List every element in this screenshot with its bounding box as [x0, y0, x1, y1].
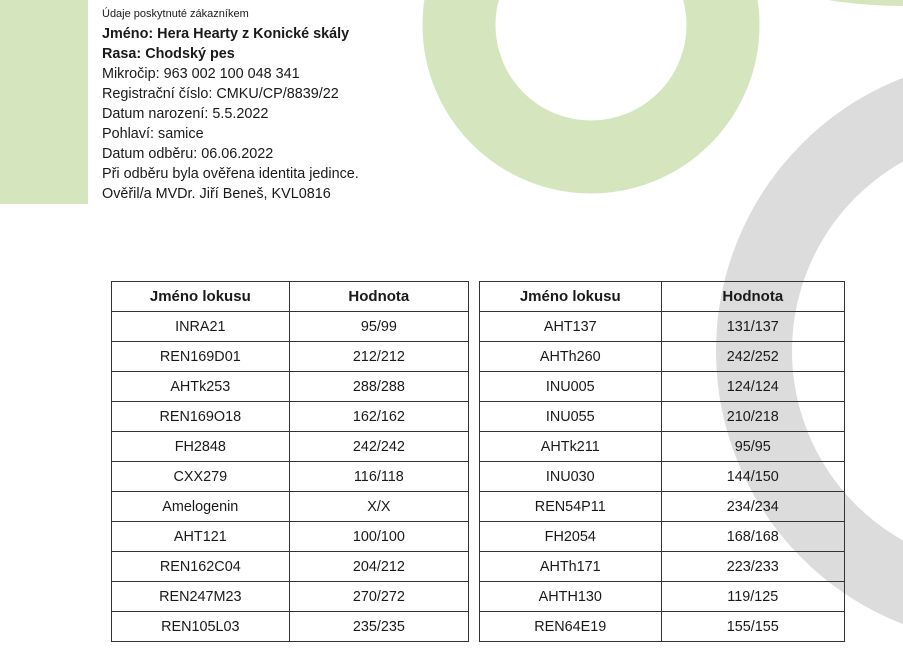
locus-cell: AHTh171 [479, 552, 661, 582]
column-gap [469, 312, 480, 342]
table-row [112, 582, 845, 612]
header-value-left: Hodnota [289, 282, 468, 312]
identity-note: Při odběru byla ověřena identita jedince. [102, 166, 359, 182]
value-cell: 155/155 [661, 612, 844, 642]
locus-cell: REN169O18 [112, 402, 290, 432]
collection-date: Datum odběru: 06.06.2022 [102, 146, 274, 162]
column-gap [469, 402, 480, 432]
loci-table-body [112, 312, 845, 642]
column-gap [469, 552, 480, 582]
locus-cell: AHTk211 [479, 432, 661, 462]
header-locus-right: Jméno lokusu [479, 282, 661, 312]
table-row [112, 372, 845, 402]
microchip: Mikročip: 963 002 100 048 341 [102, 66, 300, 82]
table-row [112, 612, 845, 642]
value-cell: 235/235 [289, 612, 468, 642]
green-ring-decor [459, 0, 723, 157]
value-cell: 95/95 [661, 432, 844, 462]
table-row [112, 462, 845, 492]
column-gap [469, 432, 480, 462]
locus-cell: FH2848 [112, 432, 290, 462]
customer-info [102, 6, 359, 204]
value-cell: 95/99 [289, 312, 468, 342]
table-row [112, 492, 845, 522]
dog-name: Jméno: Hera Hearty z Konické skály [102, 26, 350, 42]
locus-cell: AHTh260 [479, 342, 661, 372]
value-cell: 223/233 [661, 552, 844, 582]
locus-cell: INRA21 [112, 312, 290, 342]
column-gap [469, 612, 480, 642]
header-locus-left: Jméno lokusu [112, 282, 290, 312]
column-gap [469, 462, 480, 492]
value-cell: X/X [289, 492, 468, 522]
column-gap [469, 522, 480, 552]
locus-cell: INU055 [479, 402, 661, 432]
locus-cell: FH2054 [479, 522, 661, 552]
value-cell: 116/118 [289, 462, 468, 492]
value-cell: 100/100 [289, 522, 468, 552]
locus-cell: AHT121 [112, 522, 290, 552]
loci-table [111, 281, 845, 642]
table-row [112, 552, 845, 582]
locus-cell: REN54P11 [479, 492, 661, 522]
header-value-right: Hodnota [661, 282, 844, 312]
column-gap [469, 492, 480, 522]
locus-cell: INU005 [479, 372, 661, 402]
value-cell: 242/242 [289, 432, 468, 462]
column-gap [469, 282, 480, 312]
value-cell: 212/212 [289, 342, 468, 372]
locus-cell: AHT137 [479, 312, 661, 342]
value-cell: 119/125 [661, 582, 844, 612]
value-cell: 144/150 [661, 462, 844, 492]
locus-cell: INU030 [479, 462, 661, 492]
locus-cell: REN64E19 [479, 612, 661, 642]
table-row [112, 402, 845, 432]
locus-cell: REN105L03 [112, 612, 290, 642]
locus-cell: REN162C04 [112, 552, 290, 582]
value-cell: 162/162 [289, 402, 468, 432]
table-row [112, 522, 845, 552]
registration-number: Registrační číslo: CMKU/CP/8839/22 [102, 86, 339, 102]
locus-cell: Amelogenin [112, 492, 290, 522]
table-row [112, 342, 845, 372]
locus-cell: REN169D01 [112, 342, 290, 372]
value-cell: 124/124 [661, 372, 844, 402]
locus-cell: REN247M23 [112, 582, 290, 612]
sex: Pohlaví: samice [102, 126, 204, 142]
verified-by: Ověřil/a MVDr. Jiří Beneš, KVL0816 [102, 186, 331, 202]
locus-cell: AHTk253 [112, 372, 290, 402]
value-cell: 234/234 [661, 492, 844, 522]
column-gap [469, 372, 480, 402]
birth-date: Datum narození: 5.5.2022 [102, 106, 269, 122]
value-cell: 288/288 [289, 372, 468, 402]
dog-breed: Rasa: Chodský pes [102, 46, 235, 62]
table-row [112, 432, 845, 462]
table-header-row [112, 282, 845, 312]
column-gap [469, 342, 480, 372]
locus-cell: AHTH130 [479, 582, 661, 612]
table-row [112, 312, 845, 342]
value-cell: 168/168 [661, 522, 844, 552]
value-cell: 131/137 [661, 312, 844, 342]
value-cell: 270/272 [289, 582, 468, 612]
green-corner-decor [828, 0, 903, 6]
value-cell: 242/252 [661, 342, 844, 372]
locus-cell: CXX279 [112, 462, 290, 492]
info-heading: Údaje poskytnuté zákazníkem [102, 8, 249, 20]
column-gap [469, 582, 480, 612]
value-cell: 210/218 [661, 402, 844, 432]
value-cell: 204/212 [289, 552, 468, 582]
